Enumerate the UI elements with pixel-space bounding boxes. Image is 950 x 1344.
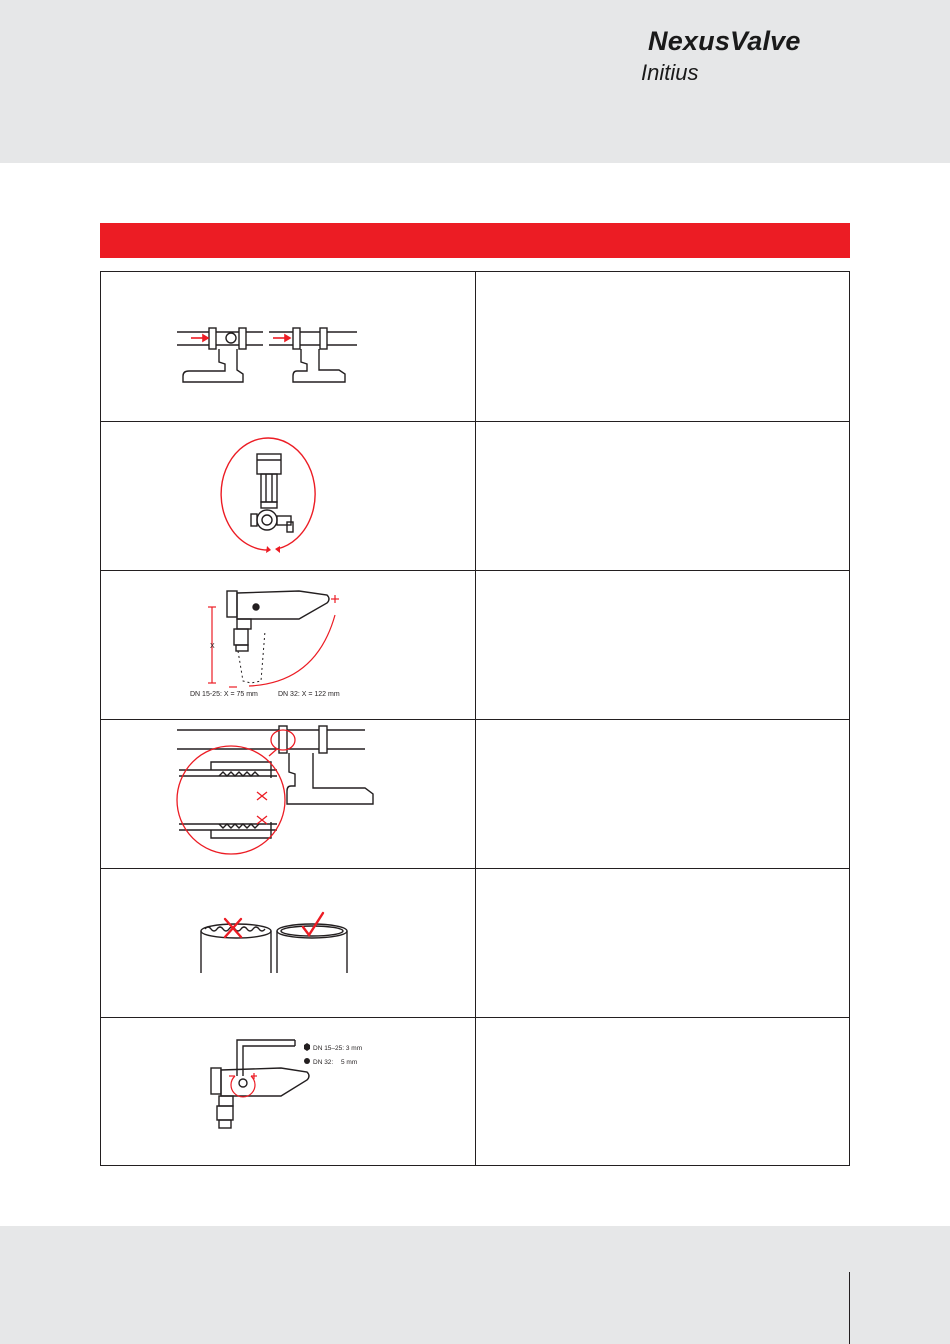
- hex-size-dn32-value: 5 mm: [341, 1059, 358, 1066]
- step-text-1: [476, 272, 849, 421]
- step-row-1: [101, 272, 849, 421]
- hex-size-dn15-25-label: DN 15–25: 3 mm: [313, 1045, 363, 1052]
- step-illustration-5: [101, 869, 476, 1017]
- step-row-6: [101, 1017, 849, 1166]
- brand-logo: NexusValve: [648, 26, 801, 56]
- clearance-dn15-25-label: DN 15-25: X = 75 mm: [190, 691, 258, 698]
- step-illustration-3: [101, 571, 476, 719]
- step-row-5: [101, 868, 849, 1017]
- rotation-range-illustration: [101, 422, 475, 570]
- step-text-5: [476, 869, 849, 1017]
- footer-divider: [849, 1272, 850, 1344]
- installation-steps-table: [100, 271, 850, 1166]
- step-illustration-1: [101, 272, 476, 421]
- thread-seal-illustration: [101, 720, 475, 868]
- step-text-3: [476, 571, 849, 719]
- clearance-dn32-label: DN 32: X = 122 mm: [278, 691, 340, 698]
- step-illustration-4: [101, 720, 476, 868]
- hex-size-dn32-label: DN 32:: [313, 1059, 334, 1066]
- step-illustration-6: [101, 1018, 476, 1166]
- clearance-dimension-illustration: [101, 571, 475, 719]
- flow-direction-illustration: [101, 272, 475, 420]
- step-row-3: [101, 570, 849, 719]
- pipe-end-illustration: [101, 869, 475, 1017]
- step-illustration-2: [101, 422, 476, 570]
- footer-band: [0, 1226, 950, 1344]
- product-name: Initius: [641, 60, 699, 85]
- step-text-6: [476, 1018, 849, 1166]
- dimension-x-label: X: [210, 643, 215, 650]
- hex-key-illustration: [101, 1018, 475, 1166]
- step-text-4: [476, 720, 849, 868]
- step-text-2: [476, 422, 849, 570]
- section-bar: [100, 223, 850, 258]
- step-row-2: [101, 421, 849, 570]
- header-band: [0, 0, 950, 163]
- step-row-4: [101, 719, 849, 868]
